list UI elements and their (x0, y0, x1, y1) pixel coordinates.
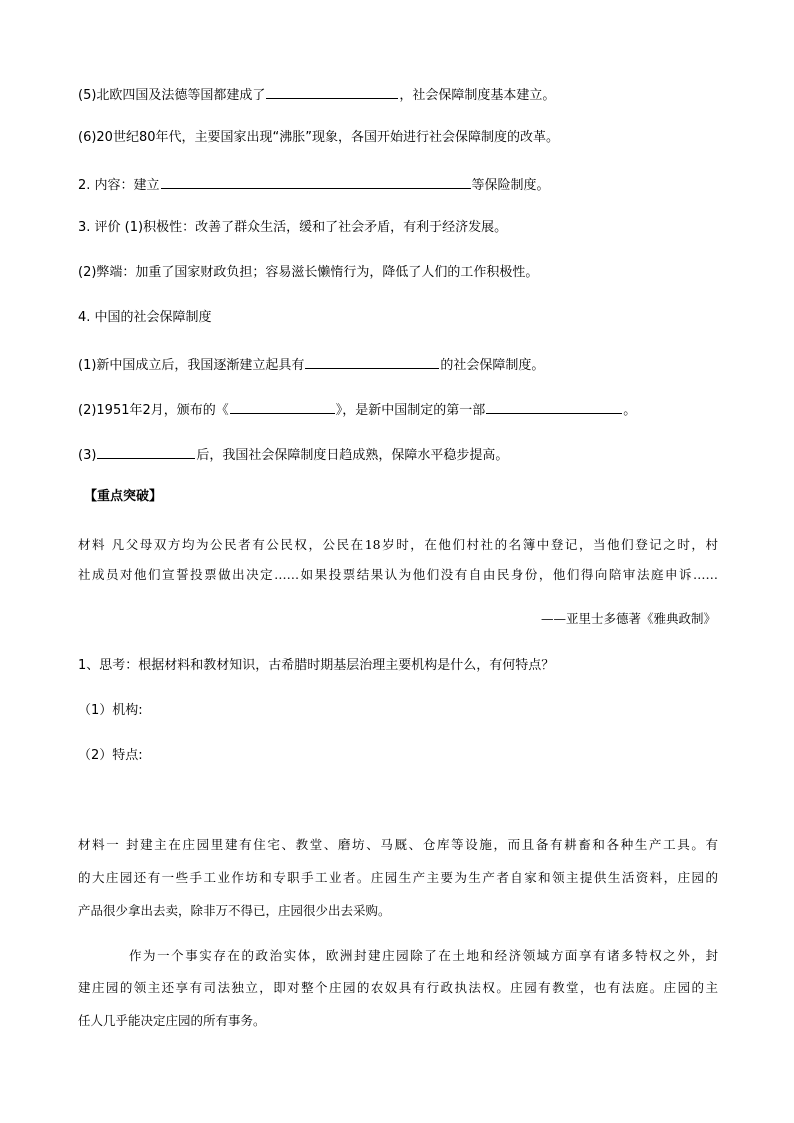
material-b-line: 材料一 封建主在庄园里建有住宅、教堂、磨坊、马厩、仓库等设施，而且备有耕畜和各种生产工具。有 (78, 837, 718, 852)
fill-blank[interactable] (161, 174, 471, 189)
line-item-6: (6)20世纪80年代，主要国家出现“沸胀”现象，各国开始进行社会保障制度的改革。 (78, 130, 559, 145)
fill-blank[interactable] (266, 84, 398, 99)
evaluation-negative: (2)弊端：加重了国家财政负担；容易滋长懒惰行为，降低了人们的工作积极性。 (78, 265, 539, 280)
fill-blank[interactable] (230, 399, 335, 414)
line-text: 等保险制度。 (471, 178, 550, 193)
china-section-title: 4. 中国的社会保障制度 (78, 310, 212, 325)
line-text: 》，是新中国制定的第一部 (335, 403, 486, 418)
question-item-2: （2）特点: (78, 748, 143, 763)
content-line (78, 174, 550, 195)
material-a-line: 材料 凡父母双方均为公民者有公民权，公民在18岁时，在他们村社的名簿中登记，当他们登记之时，村 (78, 537, 718, 552)
material-b-line: 的大庄园还有一些手工业作坊和专职手工业者。庄园生产主要为生产者自家和领主提供生活资料，庄园的 (78, 870, 718, 885)
focus-heading: 【重点突破】 (84, 489, 163, 504)
question-item-1: （1）机构: (78, 703, 143, 718)
evaluation-positive: 3. 评价 (1)积极性：改善了群众生活，缓和了社会矛盾，有利于经济发展。 (78, 220, 508, 235)
material-b-line: 建庄园的领主还享有司法独立，即对整个庄园的农奴具有行政执法权。庄园有教堂，也有法庭。庄园的主 (78, 980, 718, 995)
fill-blank[interactable] (486, 399, 622, 414)
china-item-2 (78, 399, 636, 420)
line-text: (5)北欧四国及法德等国都建成了 (78, 88, 266, 103)
china-item-1 (78, 354, 544, 375)
line-text: 2. 内容：建立 (78, 178, 160, 193)
line-text: 后，我国社会保障制度日趋成熟，保障水平稳步提高。 (196, 448, 509, 463)
line-text: 。 (623, 403, 637, 418)
question-prompt: 1、思考：根据材料和教材知识，古希腊时期基层治理主要机构是什么，有何特点？ (78, 658, 555, 673)
china-item-3 (78, 444, 508, 465)
fill-blank[interactable] (97, 444, 195, 459)
material-a-line: 社成员对他们宣誓投票做出决定……如果投票结果认为他们没有自由民身份，他们得向陪审法庭申诉…… (78, 567, 718, 582)
line-item-5 (78, 84, 555, 105)
line-text: (2)1951年2月，颁布的《 (78, 403, 229, 418)
line-text: 的社会保障制度。 (440, 358, 545, 373)
line-text: ，社会保障制度基本建立。 (399, 88, 556, 103)
line-text: (3) (78, 448, 97, 463)
material-b-line: 作为一个事实存在的政治实体，欧洲封建庄园除了在土地和经济领域方面享有诸多特权之外，封 (129, 948, 718, 963)
fill-blank[interactable] (305, 354, 439, 369)
material-b-line: 产品很少拿出去卖，除非万不得已，庄园很少出去采购。 (78, 903, 391, 918)
line-text: (1)新中国成立后，我国逐渐建立起具有 (78, 358, 305, 373)
material-b-line: 任人几乎能决定庄园的所有事务。 (78, 1013, 266, 1028)
material-a-source: ——亚里士多德著《雅典政制》 (540, 611, 716, 626)
